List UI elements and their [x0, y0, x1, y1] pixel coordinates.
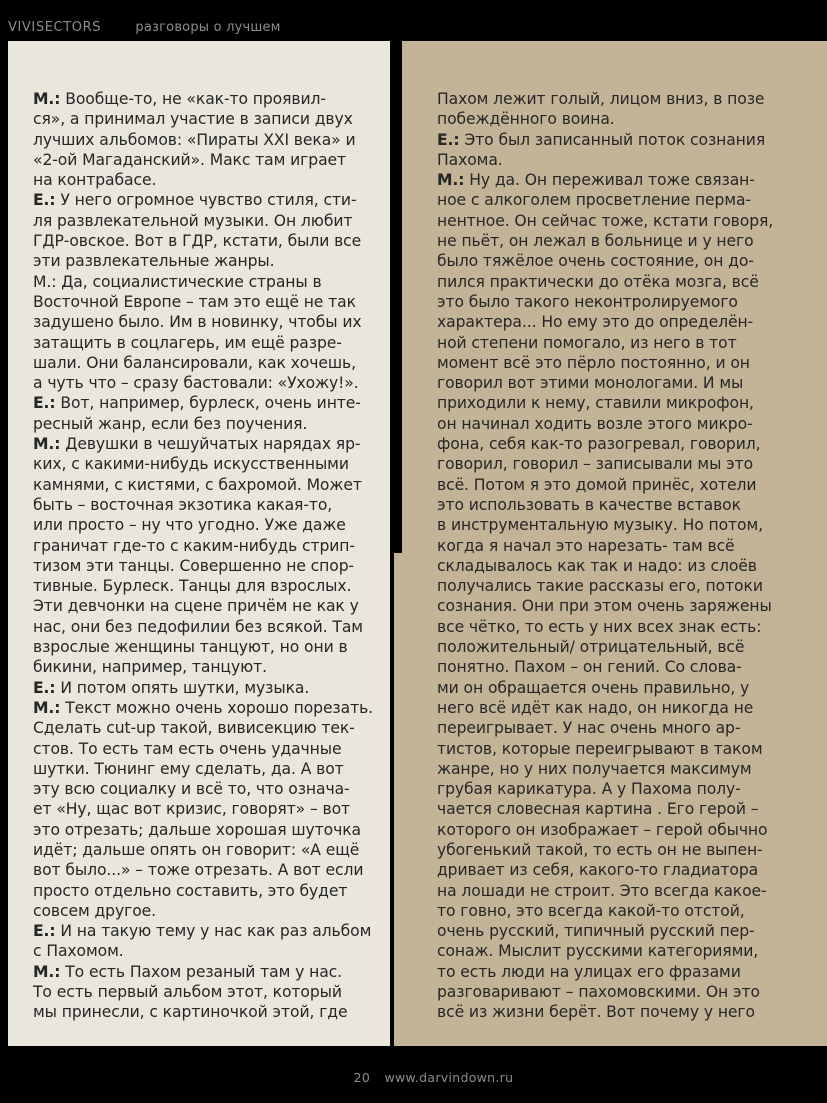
line-text: шали. Они балансировали, как хочешь, — [33, 353, 356, 372]
line-text: грубая карикатура. А у Пахома полу- — [437, 780, 741, 799]
line-text: ких, с какими-нибудь искусственными — [33, 455, 349, 474]
text-line — [437, 881, 773, 901]
page-number: 20 — [353, 1070, 371, 1085]
text-line — [437, 109, 773, 129]
text-line — [437, 941, 773, 961]
line-text: стов. То есть там есть очень удачные — [33, 739, 342, 758]
text-line — [437, 617, 773, 637]
speaker-label: Е.: — [437, 130, 460, 149]
text-line — [33, 657, 373, 677]
text-line — [33, 860, 373, 880]
text-line — [33, 292, 373, 312]
text-line — [437, 251, 773, 271]
text-line — [33, 251, 373, 271]
speaker-label: Е.: — [33, 922, 56, 941]
text-line — [33, 373, 373, 393]
line-text: Текст можно очень хорошо порезать. — [60, 698, 374, 717]
speaker-label: Е.: — [33, 678, 56, 697]
line-text: переигрывает. У нас очень много ар- — [437, 719, 741, 738]
text-line — [437, 921, 773, 941]
text-line — [33, 150, 373, 170]
line-text: вот было...» – тоже отрезать. А вот если — [33, 861, 364, 880]
text-line — [437, 190, 773, 210]
line-text: все чётко, то есть у них всех знак есть: — [437, 617, 762, 636]
text-line — [437, 678, 773, 698]
text-line — [33, 414, 373, 434]
line-text: Вот, например, бурлеск, очень инте- — [55, 394, 361, 413]
line-text: тивные. Бурлеск. Танцы для взрослых. — [33, 577, 352, 596]
text-line — [33, 698, 373, 718]
line-text: побеждённого воина. — [437, 110, 615, 129]
line-text: камнями, с кистями, с бахромой. Может — [33, 475, 362, 494]
text-line — [33, 779, 373, 799]
line-text: Это был записанный поток сознания — [459, 130, 766, 149]
text-line — [33, 921, 373, 941]
text-line — [437, 130, 773, 150]
page-header — [8, 20, 281, 40]
text-line — [33, 739, 373, 759]
text-line — [437, 840, 773, 860]
line-text: чается словесная картина . Его герой – — [437, 800, 759, 819]
text-line — [33, 231, 373, 251]
text-line — [33, 434, 373, 454]
text-line — [437, 576, 773, 596]
line-text: М.: Да, социалистические страны в — [33, 272, 322, 291]
text-line — [33, 1002, 373, 1022]
text-line — [437, 739, 773, 759]
text-line — [33, 475, 373, 495]
text-line — [33, 130, 373, 150]
text-line — [437, 414, 773, 434]
text-line — [33, 617, 373, 637]
text-line — [437, 962, 773, 982]
speaker-label: Е.: — [33, 394, 56, 413]
line-text: ное с алкоголем просветление перма- — [437, 191, 751, 210]
line-text: ресный жанр, если без поучения. — [33, 414, 308, 433]
line-text: это отрезать; дальше хорошая шуточка — [33, 820, 361, 839]
text-line — [33, 982, 373, 1002]
line-text: нентное. Он сейчас тоже, кстати говоря, — [437, 211, 774, 230]
line-text: было тяжёлое очень состояние, он до- — [437, 252, 754, 271]
text-line — [437, 211, 773, 231]
line-text: И потом опять шутки, музыка. — [55, 678, 310, 697]
line-text: то есть люди на улицах его фразами — [437, 962, 741, 981]
text-line — [33, 190, 373, 210]
text-line — [33, 840, 373, 860]
line-text: на лошади не строит. Это всегда какое- — [437, 881, 767, 900]
line-text: шутки. Тюнинг ему сделать, да. А вот — [33, 759, 344, 778]
text-line — [33, 272, 373, 292]
text-line — [437, 515, 773, 535]
line-text: задушено было. Им в новинку, чтобы их — [33, 313, 362, 332]
line-text: ся», а принимал участие в записи двух — [33, 110, 353, 129]
text-line — [437, 637, 773, 657]
text-line — [33, 515, 373, 535]
line-text: совсем другое. — [33, 901, 156, 920]
text-line — [33, 901, 373, 921]
line-text: или просто – ну что угодно. Уже даже — [33, 516, 346, 535]
line-text: Сделать cut-up такой, вивисекцию тек- — [33, 719, 355, 738]
text-line — [33, 312, 373, 332]
section-tagline: разговоры о лучшем — [135, 20, 281, 35]
text-line — [437, 657, 773, 677]
text-line — [33, 495, 373, 515]
text-line — [33, 596, 373, 616]
line-text: просто отдельно составить, это будет — [33, 881, 348, 900]
magazine-section-brand: VIVISECTORS — [8, 20, 102, 35]
text-line — [33, 576, 373, 596]
line-text: быть – восточная экзотика какая-то, — [33, 495, 333, 514]
line-text: эти развлекательные жанры. — [33, 252, 275, 271]
right-column-notch — [394, 553, 402, 1046]
speaker-label: М.: — [33, 962, 61, 981]
text-line — [33, 820, 373, 840]
line-text: сонаж. Мыслит русскими категориями, — [437, 942, 759, 961]
text-line — [437, 393, 773, 413]
line-text: это использовать в качестве вставок — [437, 495, 741, 514]
line-text: это было такого неконтролируемого — [437, 292, 738, 311]
text-line — [437, 231, 773, 251]
text-line — [33, 353, 373, 373]
line-text: него всё идёт как надо, он никогда не — [437, 698, 754, 717]
page-footer — [0, 1070, 827, 1085]
text-line — [437, 495, 773, 515]
text-line — [33, 536, 373, 556]
text-line — [437, 799, 773, 819]
text-line — [33, 211, 373, 231]
text-line — [437, 820, 773, 840]
line-text: с Пахомом. — [33, 942, 124, 961]
text-line — [437, 312, 773, 332]
text-line — [33, 393, 373, 413]
text-line — [437, 779, 773, 799]
line-text: мы принесли, с картиночкой этой, где — [33, 1003, 348, 1022]
text-line — [437, 982, 773, 1002]
line-text: эту всю социалку и всё то, что означа- — [33, 780, 350, 799]
text-line — [437, 475, 773, 495]
text-line — [33, 678, 373, 698]
line-text: тистов, которые переигрывают в таком — [437, 739, 763, 758]
speaker-label: М.: — [437, 171, 465, 190]
text-line — [437, 272, 773, 292]
line-text: очень русский, типичный русский пер- — [437, 922, 755, 941]
line-text: не пьёт, он лежал в больнице и у него — [437, 232, 754, 251]
line-text: жанре, но у них получается максимум — [437, 759, 752, 778]
line-text: положительный/ отрицательный, всё — [437, 638, 745, 657]
website-url[interactable]: www.darvindown.ru — [384, 1070, 514, 1085]
text-line — [437, 901, 773, 921]
line-text: убогенький такой, то есть он не выпен- — [437, 840, 763, 859]
text-line — [33, 109, 373, 129]
line-text: Девушки в чешуйчатых нарядах яр- — [60, 435, 361, 454]
text-line — [437, 1002, 773, 1022]
line-text: говорил вот этими монологами. И мы — [437, 374, 744, 393]
line-text: взрослые женщины танцуют, но они в — [33, 638, 348, 657]
line-text: разговаривают – пахомовскими. Он это — [437, 983, 760, 1002]
speaker-label: М.: — [33, 435, 61, 454]
line-text: всё. Потом я это домой принёс, хотели — [437, 475, 757, 494]
line-text: фона, себя как-то разогревал, говорил, — [437, 435, 761, 454]
text-line — [437, 759, 773, 779]
line-text: лучших альбомов: «Пираты XXI века» и — [33, 130, 356, 149]
text-line — [33, 556, 373, 576]
line-text: Ну да. Он переживал тоже связан- — [464, 171, 755, 190]
text-line — [437, 353, 773, 373]
line-text: Восточной Европе – там это ещё не так — [33, 292, 356, 311]
line-text: Эти девчонки на сцене причём не как у — [33, 597, 359, 616]
line-text: характера... Но ему это до определён- — [437, 313, 754, 332]
line-text: то говно, это всегда какой-то отстой, — [437, 901, 745, 920]
line-text: тизом эти танцы. Совершенно не спор- — [33, 556, 355, 575]
line-text: Пахома. — [437, 150, 503, 169]
line-text: ГДР-овское. Вот в ГДР, кстати, были все — [33, 232, 362, 251]
line-text: То есть первый альбом этот, который — [33, 983, 342, 1002]
line-text: дривает из себя, какого-то гладиатора — [437, 861, 759, 880]
line-text: ля развлекательной музыки. Он любит — [33, 211, 353, 230]
line-text: складывалось как так и надо: из слоёв — [437, 556, 757, 575]
line-text: на контрабасе. — [33, 171, 157, 190]
text-line — [33, 962, 373, 982]
line-text: У него огромное чувство стиля, сти- — [55, 191, 357, 210]
text-line — [33, 637, 373, 657]
text-line — [33, 89, 373, 109]
text-line — [33, 454, 373, 474]
line-text: «2-ой Магаданский». Макс там играет — [33, 150, 347, 169]
text-line — [437, 718, 773, 738]
text-line — [437, 556, 773, 576]
line-text: Пахом лежит голый, лицом вниз, в позе — [437, 90, 765, 108]
line-text: бикини, например, танцуют. — [33, 658, 267, 677]
line-text: пился практически до отёка мозга, всё — [437, 272, 759, 291]
text-line — [33, 941, 373, 961]
line-text: ет «Ну, щас вот кризис, говорят» – вот — [33, 800, 351, 819]
line-text: Вообще-то, не «как-то проявил- — [60, 90, 326, 108]
text-line — [33, 718, 373, 738]
text-line — [437, 373, 773, 393]
line-text: нас, они без педофилии без всякой. Там — [33, 617, 363, 636]
line-text: которого он изображает – герой обычно — [437, 820, 768, 839]
line-text: всё из жизни берёт. Вот почему у него — [437, 1003, 755, 1022]
line-text: в инструментальную музыку. Но потом, — [437, 516, 763, 535]
speaker-label: М.: — [33, 90, 61, 108]
text-line — [33, 881, 373, 901]
speaker-label: М.: — [33, 698, 61, 717]
line-text: идёт; дальше опять он говорит: «А ещё — [33, 840, 360, 859]
speaker-label: Е.: — [33, 191, 56, 210]
text-line — [437, 860, 773, 880]
text-line — [437, 170, 773, 190]
line-text: понятно. Пахом – он гений. Со слова- — [437, 658, 742, 677]
text-line — [33, 759, 373, 779]
left-column-text — [33, 89, 373, 1023]
line-text: ми он обращается очень правильно, у — [437, 678, 750, 697]
line-text: получались такие рассказы его, потоки — [437, 577, 763, 596]
text-line — [33, 170, 373, 190]
line-text: То есть Пахом резаный там у нас. — [60, 962, 343, 981]
line-text: затащить в соцлагерь, им ещё разре- — [33, 333, 342, 352]
text-line — [33, 799, 373, 819]
right-column-text — [437, 89, 773, 1023]
line-text: момент всё это пёрло постоянно, и он — [437, 353, 750, 372]
line-text: И на такую тему у нас как раз альбом — [55, 922, 372, 941]
text-line — [437, 434, 773, 454]
text-line — [437, 698, 773, 718]
text-line — [437, 596, 773, 616]
text-line — [437, 454, 773, 474]
text-line — [437, 292, 773, 312]
text-line — [33, 333, 373, 353]
text-line — [437, 333, 773, 353]
line-text: говорил, говорил – записывали мы это — [437, 455, 754, 474]
line-text: когда я начал это нарезать- там всё — [437, 536, 735, 555]
text-line — [437, 536, 773, 556]
line-text: а чуть что – сразу бастовали: «Ухожу!». — [33, 374, 359, 393]
line-text: ной степени помогало, из него в тот — [437, 333, 737, 352]
text-line — [437, 150, 773, 170]
text-line — [437, 89, 773, 109]
line-text: он начинал ходить возле этого микро- — [437, 414, 753, 433]
line-text: сознания. Они при этом очень заряжены — [437, 597, 772, 616]
line-text: приходили к нему, ставили микрофон, — [437, 394, 754, 413]
line-text: граничат где-то с каким-нибудь стрип- — [33, 536, 355, 555]
